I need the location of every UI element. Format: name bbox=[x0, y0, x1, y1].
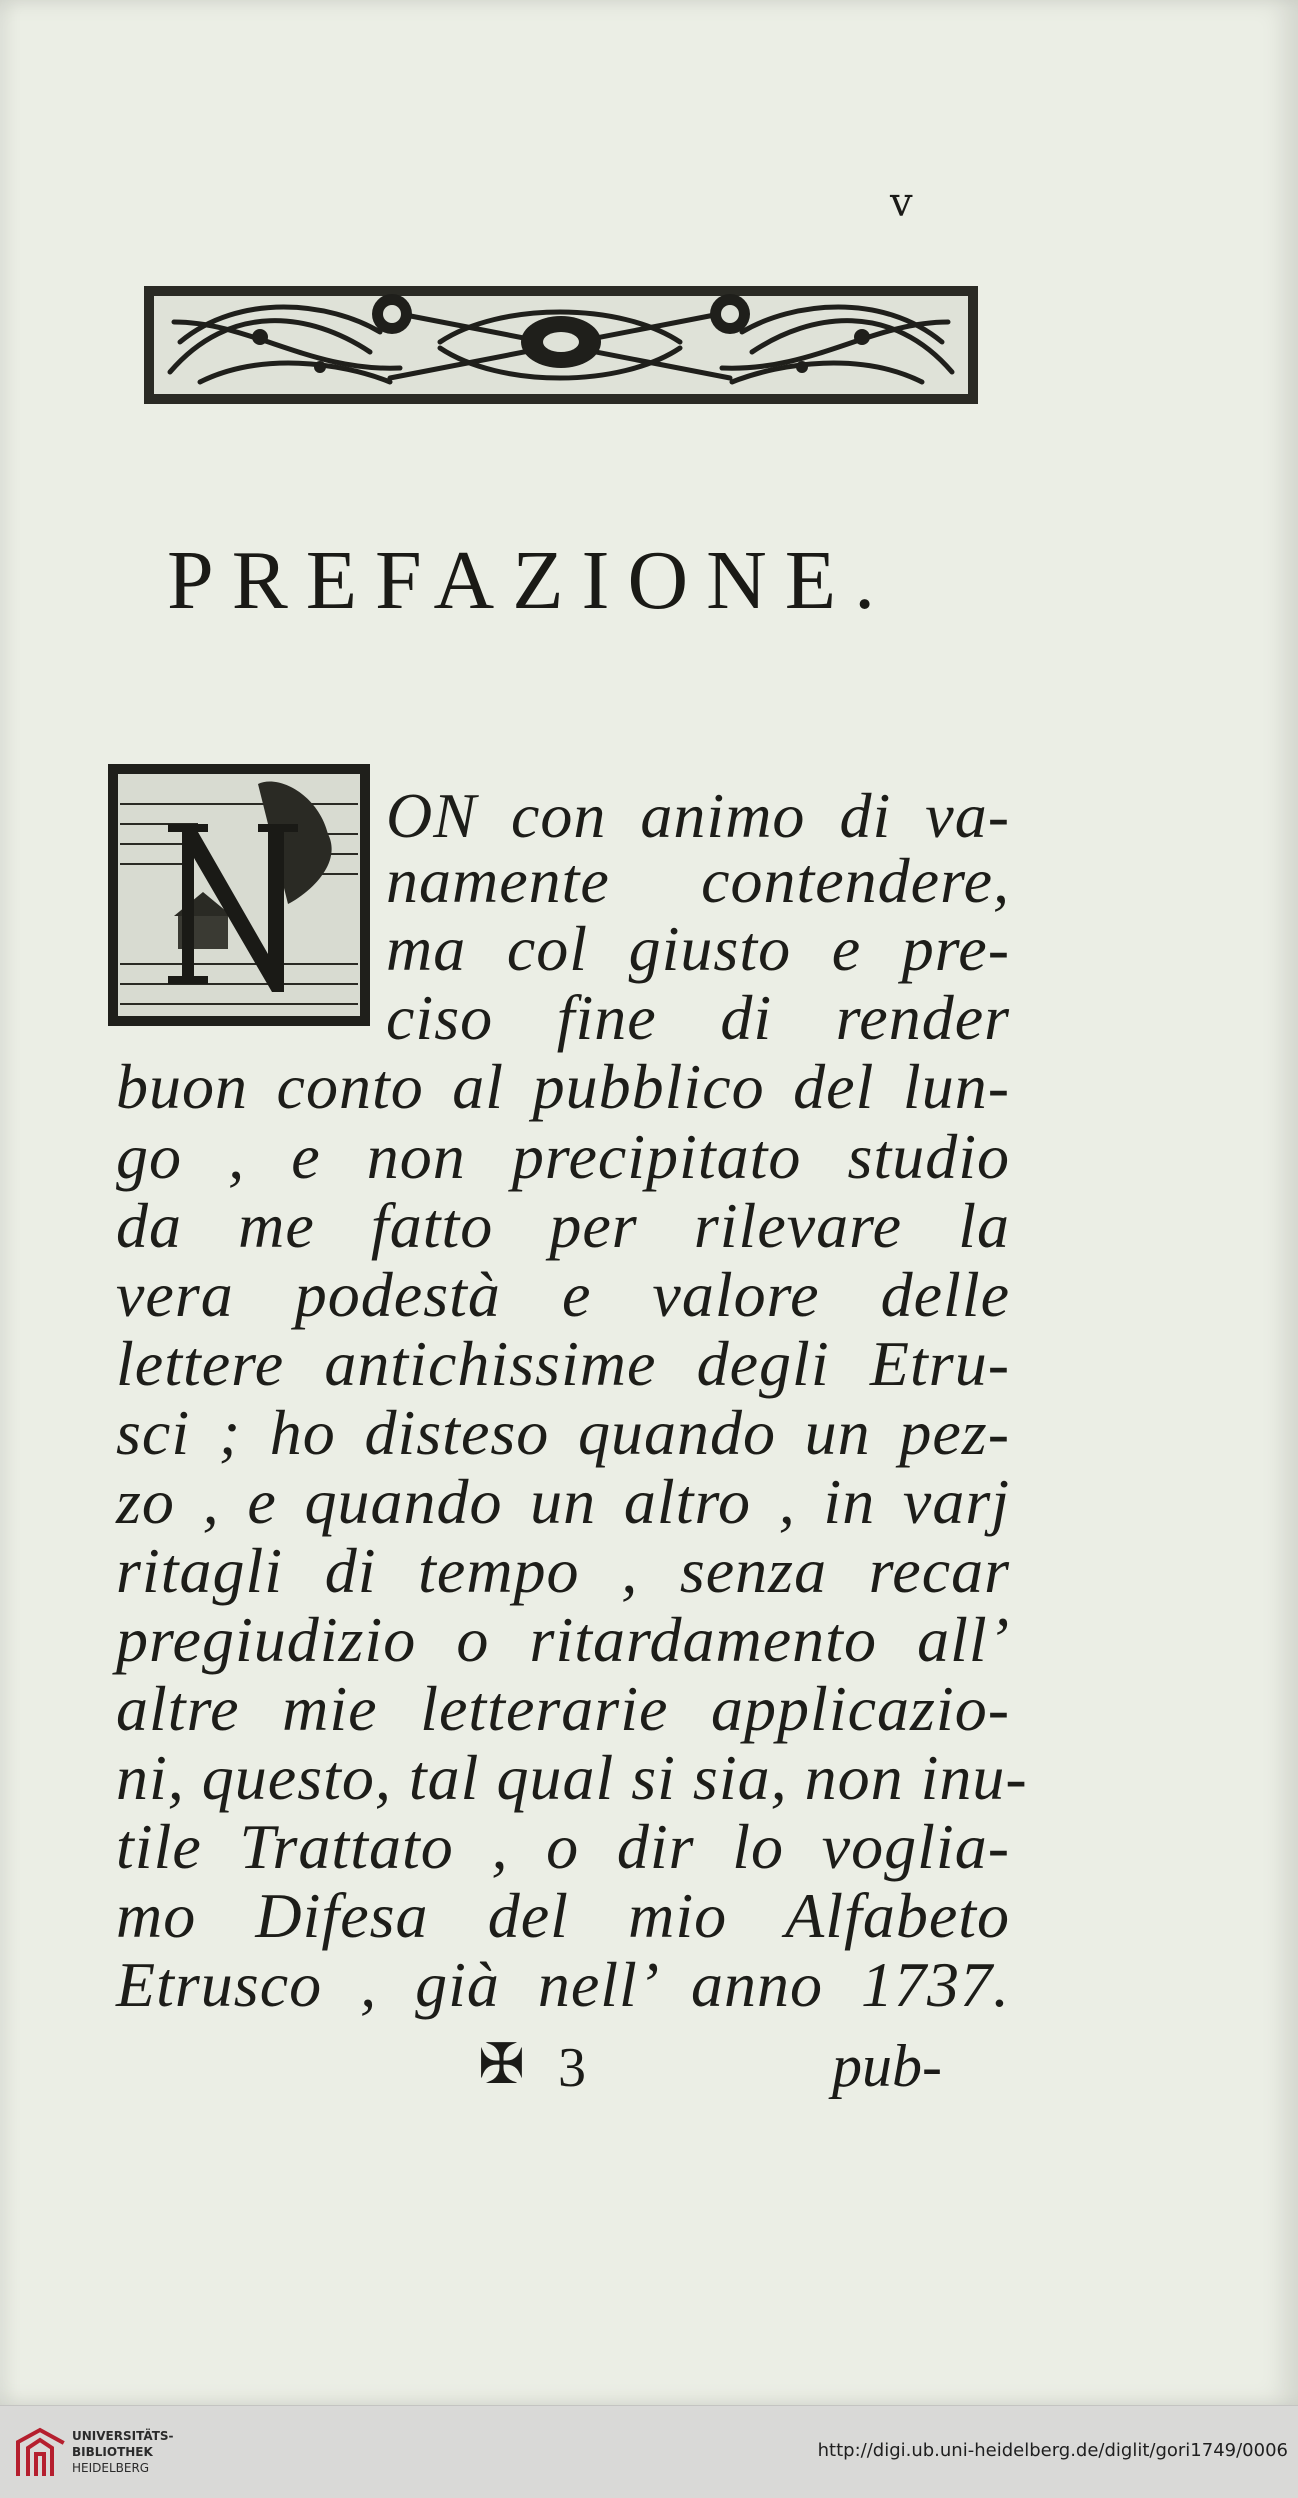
decorated-initial-n bbox=[108, 764, 370, 1026]
text-line-14: altre mie letterarie applicazio- bbox=[116, 1673, 1010, 1744]
text-line-9: lettere antichissime degli Etru- bbox=[116, 1328, 1010, 1399]
text-line-18: Etrusco , già nell’ anno 1737. bbox=[116, 1949, 1010, 2020]
signature-catchword-line bbox=[118, 2032, 1018, 2102]
library-name-line-1: UNIVERSITÄTS- bbox=[72, 2429, 174, 2443]
page-title: PREFAZIONE. bbox=[167, 534, 894, 627]
text-line-16: tile Trattato , o dir lo voglia- bbox=[116, 1811, 1010, 1882]
library-name-line-3: HEIDELBERG bbox=[72, 2461, 150, 2475]
text-line-13: pregiudizio o ritardamento all’ bbox=[116, 1604, 1010, 1675]
viewer-footer bbox=[0, 2405, 1298, 2498]
signature-mark: ✠ bbox=[478, 2032, 525, 2097]
text-line-7: da me fatto per rilevare la bbox=[116, 1190, 1010, 1261]
text-line-15: ni, questo, tal qual si sia, non inu- bbox=[116, 1742, 1028, 1813]
text-line-1: ON con animo di va- bbox=[386, 780, 1010, 851]
library-name bbox=[72, 2428, 272, 2476]
text-line-11: zo , e quando un altro , in varj bbox=[116, 1466, 1010, 1537]
text-line-12: ritagli di tempo , senza recar bbox=[116, 1535, 1010, 1606]
text-line-10: sci ; ho disteso quando un pez- bbox=[116, 1397, 1010, 1468]
text-line-4: ciso fine di render bbox=[386, 982, 1010, 1053]
text-line-6: go , e non precipitato studio bbox=[116, 1121, 1010, 1192]
text-line-17: mo Difesa del mio Alfabeto bbox=[116, 1880, 1010, 1951]
library-name-line-2: BIBLIOTHEK bbox=[72, 2445, 153, 2459]
text-line-2: namente contendere, bbox=[386, 845, 1010, 916]
woodcut-headpiece-ornament bbox=[140, 282, 982, 408]
source-url-link[interactable]: http://digi.ub.uni-heidelberg.de/diglit/gori1749/0006 bbox=[817, 2440, 1288, 2461]
text-line-8: vera podestà e valore delle bbox=[116, 1259, 1010, 1330]
ub-heidelberg-logo-icon bbox=[14, 2426, 66, 2478]
catchword: pub- bbox=[832, 2033, 942, 2099]
text-line-5: buon conto al pubblico del lun- bbox=[116, 1051, 1010, 1122]
page-number: v bbox=[890, 180, 915, 226]
signature-number: 3 bbox=[558, 2037, 586, 2099]
text-line-3: ma col giusto e pre- bbox=[386, 913, 1010, 984]
